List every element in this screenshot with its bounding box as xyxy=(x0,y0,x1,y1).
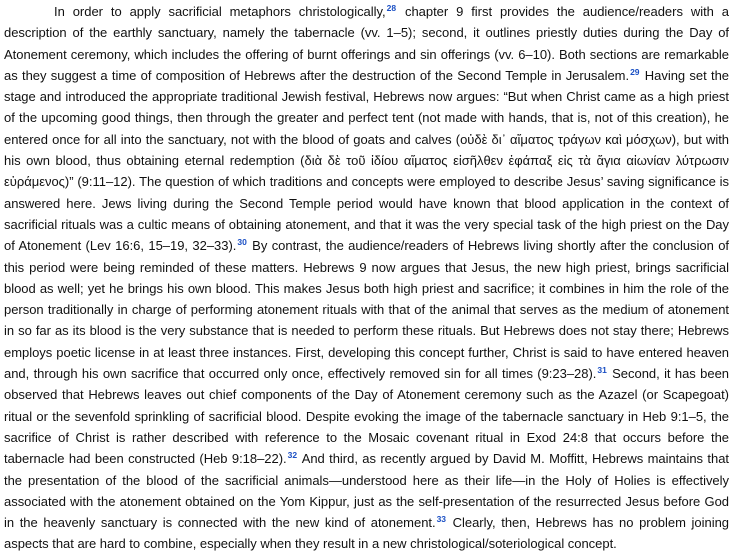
text-segment: In order to apply sacrificial metaphors christologically, xyxy=(54,4,386,19)
footnote-link-29[interactable]: 29 xyxy=(630,66,640,77)
text-segment: Second, it has been observed that Hebrews leaves out chief components of the Day of Atonement ceremony such as the Azazel (or Scapegoat) ritual or the sevenfold sprinkling of sacrificial blood. Despite evoking the image of the tabernacle sanctuary in Heb 9:1–5, the sacrifice of Christ is rather described with reference to the Mosaic covenant ritual in Exod 24:8 that occurs before the tabernacle had been constructed (Heb 9:18–22). xyxy=(4,366,729,467)
footnote-link-32[interactable]: 32 xyxy=(287,449,298,460)
footnote-link-33[interactable]: 33 xyxy=(436,513,447,524)
footnote-link-28[interactable]: 28 xyxy=(386,2,397,13)
text-segment: Having set the stage and introduced the appropriate traditional Jewish festival, Hebrews now argues: “But when Christ came as a high priest of the upcoming good things, then through the greater and perfect tent (not made with hands, that is, not of this creation), he entered once for all into the sanctuary, not with the blood of goats and calves (οὐδὲ δι᾽ αἵματος τράγων καὶ μόσχων), but with his own blood, thus obtaining eternal redemption (διὰ δὲ τοῦ ἰδίου αἵματος εἰσῆλθεν ἐφάπαξ εἰς τὰ ἅγια αἰωνίαν λύτρωσιν εὑράμενος)” (9:11–12). The question of which traditions and concepts were employed to describe Jesus’ saving significance is answered here. Jews living during the Second Temple period would have known that blood application in the context of sacrificial rituals was a cultic means of obtaining atonement, and that it was the very special task of the high priest on the Day of Atonement (Lev 16:6, 15–19, 32–33). xyxy=(4,67,729,254)
text-segment: By contrast, the audience/readers of Hebrews living shortly after the conclusion of this period were being reminded of these matters. Hebrews 9 now argues that Jesus, the new high priest, brings sacrificial blood as well; yet he brings his own blood. This makes Jesus both high priest and sacrifice; it combines in him the role of the person traditionally in charge of performing atonement rituals with that of the animal that serves as the medium of atonement in so far as its blood is the very substance that is needed to perform these rituals. But Hebrews does not stay there; Hebrews employs poetic license in at least three instances. First, developing this concept further, Christ is said to have entered heaven and, through his own sacrifice that occurred only once, effectively removed sin for all times (9:23–28). xyxy=(4,238,729,382)
text-segment: Clearly, then, Hebrews has no problem joining aspects that are hard to combine, especially when they result in a new christological/soteriological concept. xyxy=(4,515,729,552)
footnote-link-31[interactable]: 31 xyxy=(597,364,607,375)
footnote-link-30[interactable]: 30 xyxy=(237,236,247,247)
body-paragraph xyxy=(4,1,729,555)
text-segment: And third, as recently argued by David M. Moffitt, Hebrews maintains that the presentation of the blood of the sacrificial animals—understood here as their life—in the Holy of Holies is effectively associated with the atonement obtained on the Yom Kippur, just as the self-presentation of the resurrected Jesus before God in the heavenly sanctuary is connected with the new kind of atonement. xyxy=(4,451,729,531)
text-segment: chapter 9 first provides the audience/readers with a description of the earthly sanctuary, namely the tabernacle (vv. 1–5); second, it outlines priestly duties during the Day of Atonement ceremony, which includes the offering of burnt offerings and sin offerings (vv. 6–10). Both sections are remarkable as they suggest a time of composition of Hebrews after the destruction of the Second Temple in Jerusalem. xyxy=(4,4,729,83)
